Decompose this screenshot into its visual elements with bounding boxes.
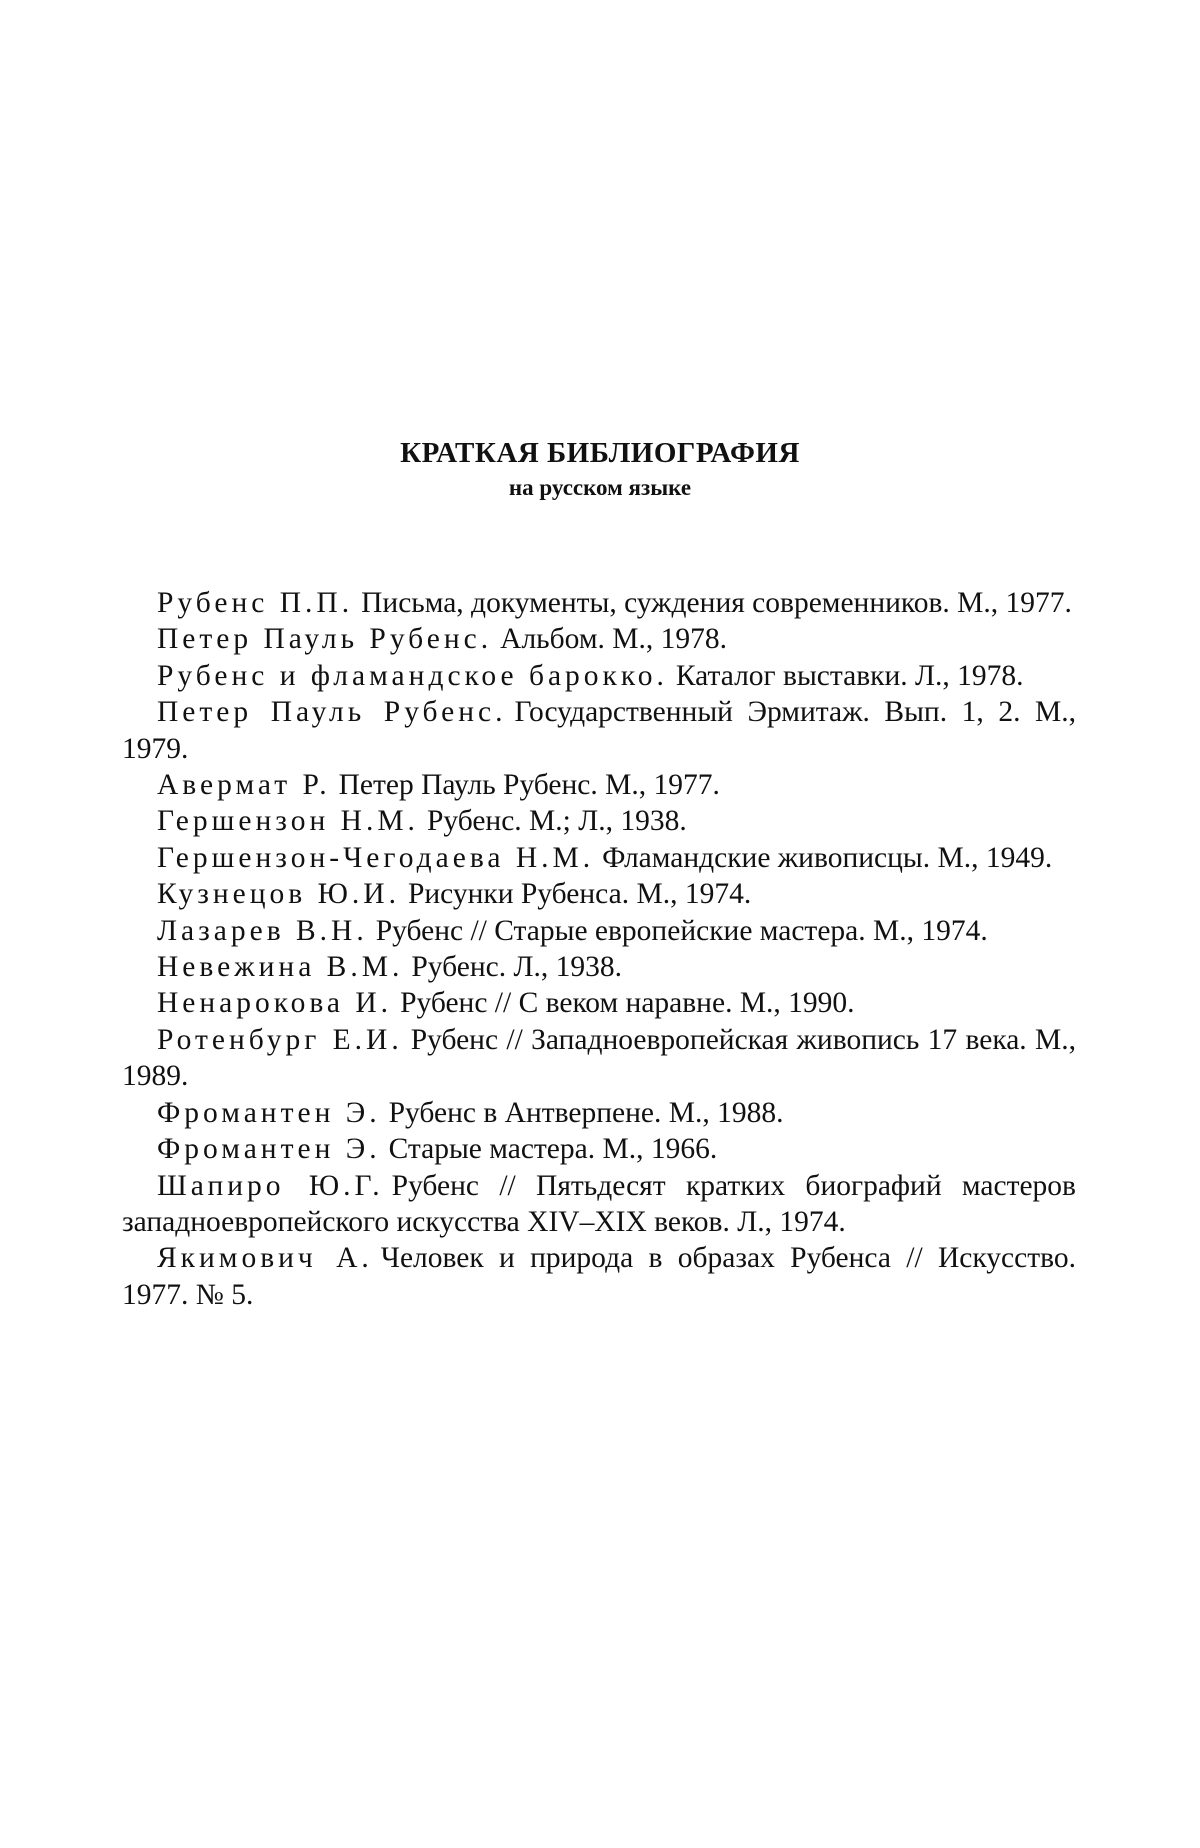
entry-text: Письма, документы, суждения современников. М., 1977. <box>361 587 1072 619</box>
entry-text: Фламандские живописцы. М., 1949. <box>602 841 1053 874</box>
bibliography-list <box>122 585 1076 1313</box>
bibliography-entry <box>122 949 1076 985</box>
bibliography-entry <box>122 1240 1076 1313</box>
entry-text: Рубенс. М.; Л., 1938. <box>426 805 687 838</box>
bibliography-entry <box>122 1022 1076 1095</box>
entry-author: Авермат Р. <box>157 769 331 802</box>
bibliography-entry <box>122 621 1076 657</box>
entry-author: Шапиро Ю.Г. <box>157 1169 384 1202</box>
entry-author: Якимович А. <box>157 1242 373 1275</box>
entry-text: Рубенс в Антверпене. М., 1988. <box>388 1096 784 1129</box>
bibliography-entry <box>122 1095 1076 1131</box>
entry-author: Рубенс П.П. <box>157 587 354 619</box>
entry-text: Рубенс // Старые европейские мастера. М., 1974. <box>375 914 988 947</box>
entry-author: Невежина В.М. <box>157 951 404 984</box>
bibliography-entry <box>122 1131 1076 1167</box>
entry-author: Рубенс и фламандское барокко. <box>157 659 668 692</box>
entry-author: Лазарев В.Н. <box>157 914 368 947</box>
bibliography-entry <box>122 767 1076 803</box>
entry-text: Рубенс // Западноевропейская живопись 17 века. М., 1989. <box>122 1023 1076 1093</box>
entry-author: Ненарокова И. <box>157 987 393 1020</box>
entry-text: Рубенс // С веком наравне. М., 1990. <box>400 987 855 1020</box>
bibliography-entry <box>122 803 1076 839</box>
bibliography-heading <box>0 435 1200 503</box>
entry-text: Петер Пауль Рубенс. М., 1977. <box>338 769 720 802</box>
bibliography-entry <box>122 694 1076 767</box>
entry-author: Гершензон-Чегодаева Н.М. <box>157 841 595 874</box>
bibliography-entry <box>122 985 1076 1021</box>
entry-text: Каталог выставки. Л., 1978. <box>675 659 1024 692</box>
entry-text: Рисунки Рубенса. М., 1974. <box>407 878 752 911</box>
bibliography-entry <box>122 876 1076 912</box>
entry-author: Фромантен Э. <box>157 1096 381 1129</box>
entry-author: Кузнецов Ю.И. <box>157 878 400 911</box>
entry-text: Государственный Эрмитаж. Вып. 1, 2. М., 1979. <box>122 696 1076 765</box>
entry-author: Ротенбург Е.И. <box>157 1023 403 1056</box>
page-subtitle: на русском языке <box>508 475 692 500</box>
entry-author: Петер Пауль Рубенс. <box>157 623 493 656</box>
entry-text: Рубенс. Л., 1938. <box>411 951 622 984</box>
entry-author: Гершензон Н.М. <box>157 805 419 838</box>
bibliography-entry <box>122 913 1076 949</box>
bibliography-entry <box>122 658 1076 694</box>
bibliography-entry <box>122 585 1076 621</box>
entry-text: Старые мастера. М., 1966. <box>388 1133 718 1166</box>
entry-author: Фромантен Э. <box>157 1133 381 1166</box>
entry-text: Рубенс // Пятьдесят кратких биографий мастеров западноевропейского искусства XIV–XIX веков. Л., 1974. <box>122 1169 1076 1238</box>
bibliography-entry <box>122 840 1076 876</box>
entry-text: Человек и природа в образах Рубенса // Искусство. 1977. № 5. <box>122 1242 1076 1311</box>
entry-text: Альбом. М., 1978. <box>500 623 727 656</box>
page-title: КРАТКАЯ БИБЛИОГРАФИЯ <box>400 437 800 469</box>
entry-author: Петер Пауль Рубенс. <box>157 696 507 729</box>
bibliography-entry <box>122 1168 1076 1241</box>
